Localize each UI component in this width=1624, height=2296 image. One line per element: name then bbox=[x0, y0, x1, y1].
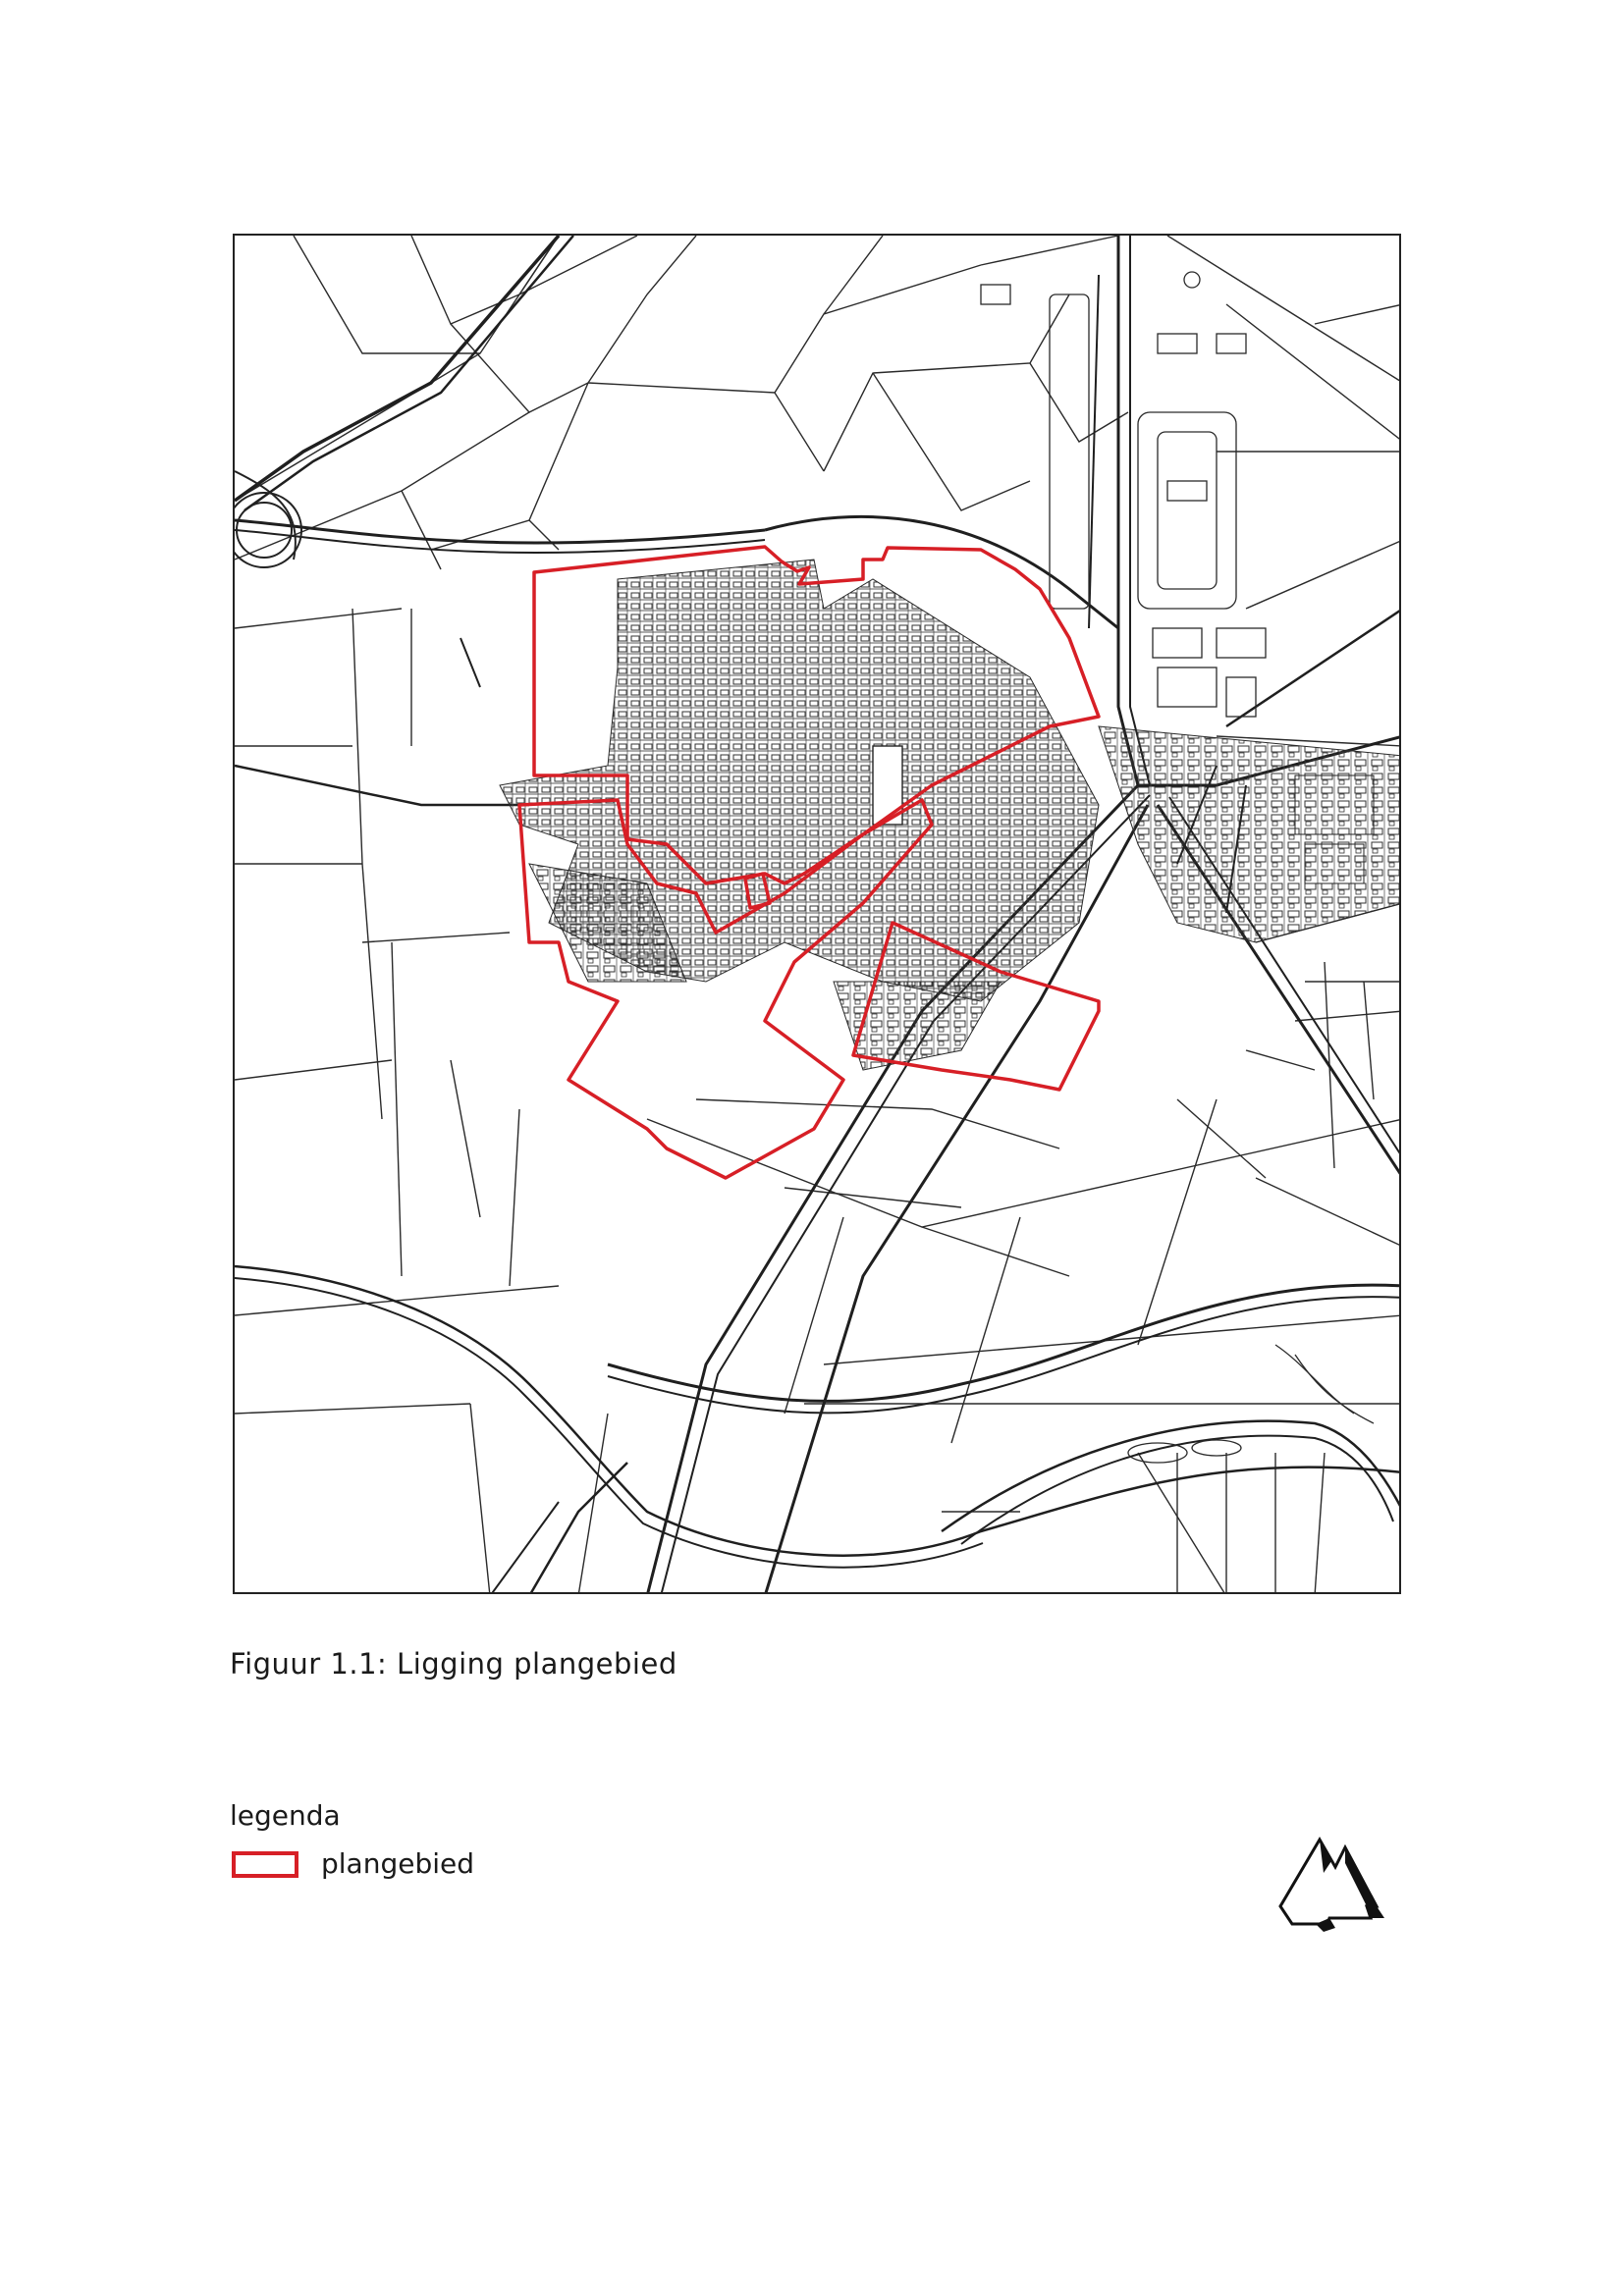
legend-swatch-plangebied bbox=[232, 1851, 298, 1878]
figure-caption: Figuur 1.1: Ligging plangebied bbox=[230, 1647, 677, 1681]
legend-label-plangebied: plangebied bbox=[321, 1847, 475, 1880]
legend-title: legenda bbox=[230, 1799, 341, 1832]
map-frame[interactable] bbox=[233, 234, 1401, 1594]
triangle-logo-icon bbox=[1276, 1834, 1390, 1942]
interchange bbox=[235, 471, 301, 567]
industrial-area bbox=[981, 272, 1266, 717]
topographic-map[interactable] bbox=[235, 236, 1401, 1594]
